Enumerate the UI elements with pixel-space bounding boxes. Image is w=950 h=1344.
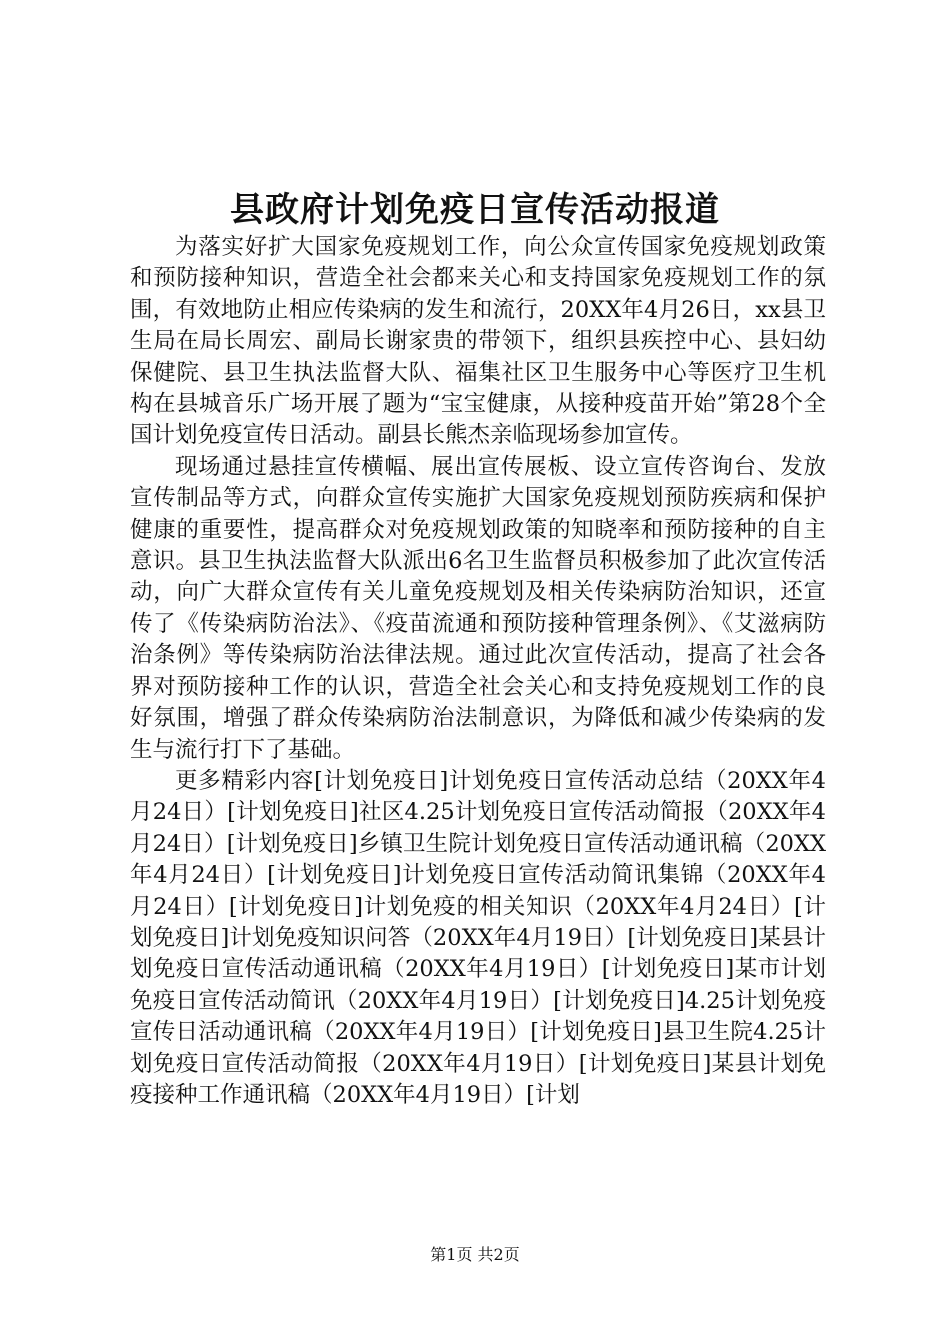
paragraph-intro: 为落实好扩大国家免疫规划工作，向公众宣传国家免疫规划政策和预防接种知识，营造全社会都来关心和支持国家免疫规划工作的氛围，有效地防止相应传染病的发生和流行，20XX年4月26日，xx县卫生局在局长周宏、副局长谢家贵的带领下，组织县疾控中心、县妇幼保健院、县卫生执法监督大队、福集社区卫生服务中心等医疗卫生机构在县城音乐广场开展了题为“宝宝健康，从接种疫苗开始”第28个全国计划免疫宣传日活动。副县长熊杰亲临现场参加宣传。 bbox=[130, 234, 826, 449]
document-body bbox=[130, 232, 826, 1111]
paragraph-more-content: 更多精彩内容[计划免疫日]计划免疫日宣传活动总结（20XX年4月24日）[计划免疫日]社区4.25计划免疫日宣传活动简报（20XX年4月24日）[计划免疫日]乡镇卫生院计划免疫日宣传活动通讯稿（20XX年4月24日）[计划免疫日]计划免疫日宣传活动简讯集锦（20XX年4月24日）[计划免疫日]计划免疫的相关知识（20XX年4月24日）[计划免疫日]计划免疫知识问答（20XX年4月19日）[计划免疫日]某县计划免疫日宣传活动通讯稿（20XX年4月19日）[计划免疫日]某市计划免疫日宣传活动简讯（20XX年4月19日）[计划免疫日]4.25计划免疫宣传日活动通讯稿（20XX年4月19日）[计划免疫日]县卫生院4.25计划免疫日宣传活动简报（20XX年4月19日）[计划免疫日]某县计划免疫接种工作通讯稿（20XX年4月19日）[计划 bbox=[130, 767, 826, 1108]
paragraph-activities: 现场通过悬挂宣传横幅、展出宣传展板、设立宣传咨询台、发放宣传制品等方式，向群众宣传实施扩大国家免疫规划预防疾病和保护健康的重要性，提高群众对免疫规划政策的知晓率和预防接种的自主意识。县卫生执法监督大队派出6名卫生监督员积极参加了此次宣传活动，向广大群众宣传有关儿童免疫规划及相关传染病防治知识，还宣传了《传染病防治法》、《疫苗流通和预防接种管理条例》、《艾滋病防治条例》等传染病防治法律法规。通过此次宣传活动，提高了社会各界对预防接种工作的认识，营造全社会关心和支持免疫规划工作的良好氛围，增强了群众传染病防治法制意识，为降低和减少传染病的发生与流行打下了基础。 bbox=[130, 453, 826, 763]
document-title: 县政府计划免疫日宣传活动报道 bbox=[230, 190, 720, 230]
page-footer: 第1页 共2页 bbox=[430, 1245, 520, 1264]
